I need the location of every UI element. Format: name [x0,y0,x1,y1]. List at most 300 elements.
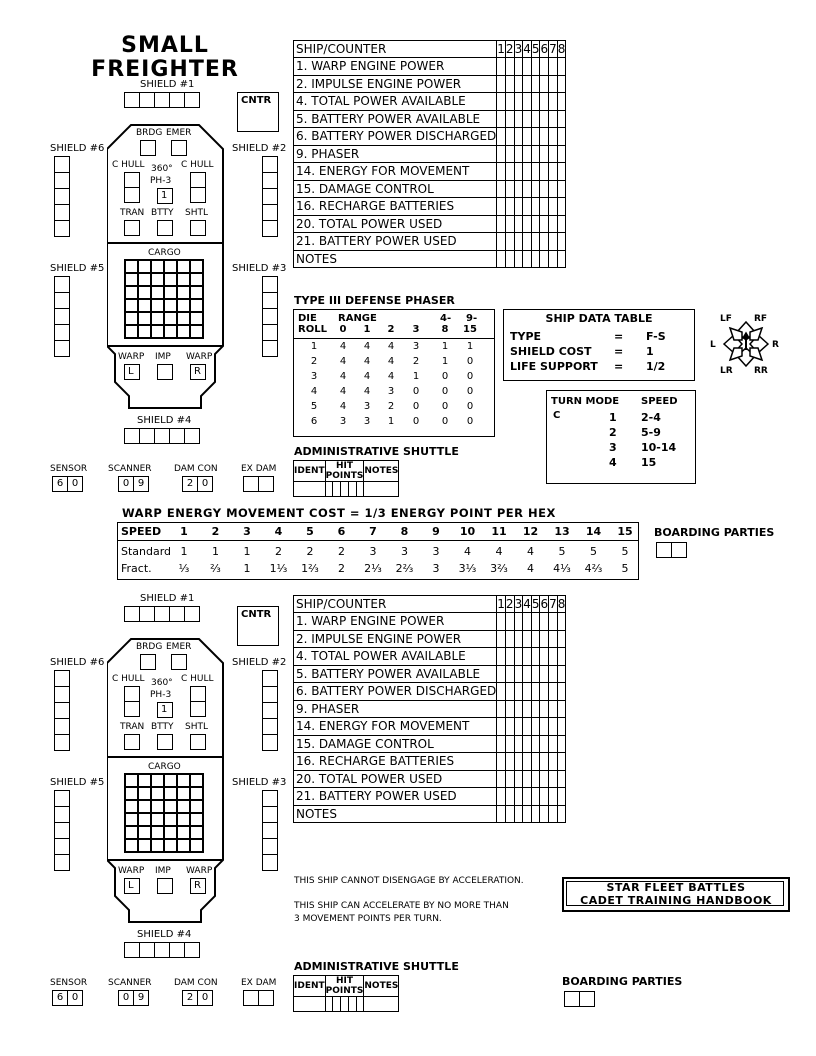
energy-entry-cell[interactable] [523,753,532,771]
energy-entry-cell[interactable] [557,613,566,631]
energy-entry-cell[interactable] [523,630,532,648]
energy-entry-cell[interactable] [523,805,532,823]
energy-entry-cell[interactable] [514,648,523,666]
shuttle-ident-header: IDENT [294,976,326,997]
energy-entry-cell[interactable] [505,145,514,163]
energy-entry-cell[interactable] [549,665,558,683]
cargo-grid[interactable] [124,259,204,339]
shield-5-boxes[interactable] [54,276,70,357]
energy-entry-cell[interactable] [531,630,540,648]
energy-entry-cell[interactable] [549,753,558,771]
energy-entry-cell[interactable] [549,233,558,251]
energy-entry-cell[interactable] [540,180,549,198]
energy-entry-cell[interactable] [514,215,523,233]
energy-entry-cell[interactable] [540,648,549,666]
energy-entry-cell[interactable] [497,718,506,736]
energy-entry-cell[interactable] [557,58,566,76]
sensor-label: SENSOR [50,978,88,988]
energy-entry-cell[interactable] [557,250,566,268]
shuttle-hit-box[interactable] [341,997,349,1012]
energy-entry-cell[interactable] [557,128,566,146]
energy-entry-cell[interactable] [557,718,566,736]
energy-entry-cell[interactable] [540,233,549,251]
energy-entry-cell[interactable] [531,648,540,666]
shield-6-boxes[interactable] [54,156,70,237]
energy-entry-cell[interactable] [514,93,523,111]
energy-entry-cell[interactable] [557,665,566,683]
energy-entry-cell[interactable] [540,788,549,806]
energy-entry-cell[interactable] [540,110,549,128]
disengage-note: THIS SHIP CANNOT DISENGAGE BY ACCELERATION. [294,876,524,886]
energy-entry-cell[interactable] [505,718,514,736]
energy-entry-cell[interactable] [557,770,566,788]
speed-value: 14 [585,525,602,538]
energy-entry-cell[interactable] [531,613,540,631]
energy-entry-cell[interactable] [497,75,506,93]
energy-entry-cell[interactable] [497,770,506,788]
energy-entry-cell[interactable] [549,215,558,233]
energy-entry-cell[interactable] [540,163,549,181]
shield-2-boxes[interactable] [262,670,278,751]
energy-entry-cell[interactable] [557,145,566,163]
energy-entry-cell[interactable] [497,58,506,76]
shield-1-boxes[interactable] [124,92,200,108]
energy-entry-cell[interactable] [531,163,540,181]
energy-entry-cell[interactable] [557,735,566,753]
energy-entry-cell[interactable] [540,753,549,771]
energy-entry-cell[interactable] [557,110,566,128]
energy-entry-cell[interactable] [523,145,532,163]
energy-entry-cell[interactable] [514,198,523,216]
energy-entry-cell[interactable] [549,700,558,718]
transporter-box[interactable] [124,220,140,236]
energy-entry-cell[interactable] [497,753,506,771]
energy-entry-cell[interactable] [497,700,506,718]
scanner-track[interactable]: 0 9 [118,476,149,492]
phaser-value: 0 [412,386,420,397]
cargo-grid[interactable] [124,773,204,853]
energy-entry-cell[interactable] [514,180,523,198]
shuttle-hit-box[interactable] [348,997,356,1012]
energy-entry-cell[interactable] [523,75,532,93]
energy-entry-cell[interactable] [523,93,532,111]
energy-entry-cell[interactable] [540,93,549,111]
shuttle-ident-cell[interactable] [294,997,326,1012]
standard-cost-value: 4 [527,545,534,558]
shuttle-hit-box[interactable] [356,482,364,497]
energy-entry-cell[interactable] [549,163,558,181]
energy-entry-cell[interactable] [505,250,514,268]
energy-entry-cell[interactable] [497,805,506,823]
energy-entry-cell[interactable] [505,613,514,631]
energy-entry-cell[interactable] [531,665,540,683]
energy-entry-cell[interactable] [505,198,514,216]
energy-entry-cell[interactable] [523,110,532,128]
energy-entry-cell[interactable] [514,233,523,251]
phaser-box[interactable] [157,188,173,204]
energy-entry-cell[interactable] [514,250,523,268]
energy-entry-cell[interactable] [523,665,532,683]
energy-entry-cell[interactable] [531,805,540,823]
energy-entry-cell[interactable] [531,58,540,76]
damage-control-track[interactable]: 2 0 [182,990,213,1006]
energy-entry-cell[interactable] [557,93,566,111]
energy-entry-cell[interactable] [523,180,532,198]
energy-entry-cell[interactable] [505,753,514,771]
phaser-header-col: 8 [441,324,449,335]
energy-entry-cell[interactable] [531,128,540,146]
energy-entry-cell[interactable] [557,163,566,181]
energy-entry-cell[interactable] [514,683,523,701]
energy-entry-cell[interactable] [514,110,523,128]
energy-entry-cell[interactable] [531,683,540,701]
fractional-cost-value: 3 [432,562,440,575]
energy-entry-cell[interactable] [514,700,523,718]
shuttle-ident-header: IDENT [294,461,326,482]
energy-entry-cell[interactable] [497,163,506,181]
energy-entry-cell[interactable] [497,665,506,683]
shield-6-label: SHIELD #6 [50,143,105,154]
energy-entry-cell[interactable] [514,163,523,181]
center-hull-left-boxes[interactable] [124,686,140,717]
energy-entry-cell[interactable] [523,163,532,181]
energy-entry-cell[interactable] [505,163,514,181]
energy-entry-cell[interactable] [523,788,532,806]
energy-entry-cell[interactable] [549,93,558,111]
energy-entry-cell[interactable] [531,700,540,718]
battery-box[interactable] [157,220,173,236]
energy-entry-cell[interactable] [523,683,532,701]
shield-1-boxes[interactable] [124,606,200,622]
energy-entry-cell[interactable] [549,770,558,788]
energy-entry-cell[interactable] [505,770,514,788]
energy-entry-cell[interactable] [531,250,540,268]
energy-entry-cell[interactable] [549,198,558,216]
energy-entry-cell[interactable] [505,128,514,146]
energy-entry-cell[interactable] [557,630,566,648]
energy-entry-cell[interactable] [549,630,558,648]
energy-entry-cell[interactable] [540,700,549,718]
energy-entry-cell[interactable] [540,805,549,823]
energy-entry-cell[interactable] [497,630,506,648]
energy-entry-cell[interactable] [514,75,523,93]
energy-entry-cell[interactable] [514,718,523,736]
boarding-parties-boxes-upper[interactable] [656,542,687,558]
shield-2-label: SHIELD #2 [232,143,287,154]
phaser-value: 4 [363,371,371,382]
energy-entry-cell[interactable] [505,700,514,718]
energy-entry-cell[interactable] [497,648,506,666]
center-hull-right-boxes[interactable] [190,172,206,203]
energy-entry-cell[interactable] [531,735,540,753]
speed-range-value: 15 [641,456,657,469]
shuttle-notes-cell[interactable] [364,997,399,1012]
shuttle-bay-box[interactable] [190,220,206,236]
energy-entry-cell[interactable] [514,788,523,806]
energy-entry-cell[interactable] [549,683,558,701]
shield-5-boxes[interactable] [54,790,70,871]
energy-entry-cell[interactable] [557,683,566,701]
energy-entry-cell[interactable] [497,93,506,111]
energy-entry-cell[interactable] [505,180,514,198]
energy-entry-cell[interactable] [523,233,532,251]
sensor-track[interactable]: 6 0 [52,476,83,492]
phaser-value: 0 [412,401,420,412]
energy-entry-cell[interactable] [549,180,558,198]
energy-entry-cell[interactable] [540,718,549,736]
energy-entry-cell[interactable] [523,128,532,146]
shuttle-hit-box[interactable] [325,997,333,1012]
fractional-cost-value: 2⅓ [364,562,382,575]
warp-right-box[interactable] [190,364,206,380]
energy-entry-cell[interactable] [523,770,532,788]
warp-left-box[interactable] [124,364,140,380]
energy-entry-cell[interactable] [549,58,558,76]
shuttle-bay-box[interactable] [190,734,206,750]
energy-entry-cell[interactable] [523,613,532,631]
phaser-value: 0 [441,371,449,382]
center-hull-left-boxes[interactable] [124,172,140,203]
energy-entry-cell[interactable] [531,145,540,163]
shield-3-boxes[interactable] [262,790,278,871]
energy-entry-cell[interactable] [531,233,540,251]
emergency-box[interactable] [171,140,187,156]
energy-entry-cell[interactable] [549,735,558,753]
sensor-track[interactable]: 6 0 [52,990,83,1006]
energy-entry-cell[interactable] [514,58,523,76]
energy-entry-cell[interactable] [549,648,558,666]
energy-entry-cell[interactable] [557,788,566,806]
energy-entry-cell[interactable] [497,683,506,701]
energy-entry-cell[interactable] [514,128,523,146]
energy-entry-cell[interactable] [549,788,558,806]
energy-entry-cell[interactable] [540,735,549,753]
speed-header: SPEED [641,396,678,407]
energy-entry-cell[interactable] [505,648,514,666]
damage-control-track[interactable]: 2 0 [182,476,213,492]
energy-entry-cell[interactable] [540,613,549,631]
shuttle-hit-box[interactable] [333,997,341,1012]
cntr-box[interactable] [237,606,279,646]
energy-entry-cell[interactable] [523,58,532,76]
energy-entry-cell[interactable] [497,233,506,251]
energy-entry-cell[interactable] [497,180,506,198]
energy-row-label: 21. BATTERY POWER USED [294,788,497,806]
energy-entry-cell[interactable] [540,128,549,146]
energy-entry-cell[interactable] [505,683,514,701]
energy-entry-cell[interactable] [497,110,506,128]
energy-entry-cell[interactable] [549,613,558,631]
shuttle-hit-box[interactable] [341,482,349,497]
energy-entry-cell[interactable] [514,613,523,631]
energy-entry-cell[interactable] [540,630,549,648]
energy-entry-cell[interactable] [540,145,549,163]
bridge-box[interactable] [140,140,156,156]
energy-entry-cell[interactable] [557,233,566,251]
energy-entry-cell[interactable] [557,805,566,823]
energy-entry-cell[interactable] [505,805,514,823]
transporter-box[interactable] [124,734,140,750]
energy-entry-cell[interactable] [557,700,566,718]
energy-entry-cell[interactable] [497,613,506,631]
energy-entry-cell[interactable] [514,805,523,823]
energy-row-label: 14. ENERGY FOR MOVEMENT [294,163,497,181]
phaser-label: PH-3 [150,176,172,186]
energy-entry-cell[interactable] [557,753,566,771]
energy-entry-cell[interactable] [523,215,532,233]
energy-entry-cell[interactable] [531,753,540,771]
energy-entry-cell[interactable] [540,250,549,268]
energy-entry-cell[interactable] [531,718,540,736]
energy-entry-cell[interactable] [505,215,514,233]
transporter-label: TRAN [120,208,145,218]
shuttle-hit-box[interactable] [356,997,364,1012]
shuttle-table [293,975,399,1012]
energy-entry-cell[interactable] [557,215,566,233]
shield-1-label: SHIELD #1 [140,79,195,90]
energy-entry-cell[interactable] [497,198,506,216]
impulse-box[interactable] [157,878,173,894]
energy-entry-cell[interactable] [557,180,566,198]
warp-left-box[interactable] [124,878,140,894]
energy-entry-cell[interactable] [549,145,558,163]
energy-entry-cell[interactable] [549,718,558,736]
center-hull-right-boxes[interactable] [190,686,206,717]
scanner-track[interactable]: 0 9 [118,990,149,1006]
ship-title-line2: FREIGHTER [91,57,239,82]
energy-entry-cell[interactable] [540,198,549,216]
energy-entry-cell[interactable] [505,93,514,111]
standard-cost-value: 2 [306,545,314,558]
phaser-value: 6 [310,416,318,427]
energy-entry-cell[interactable] [549,110,558,128]
shuttle-notes-cell[interactable] [364,482,399,497]
shield-4-boxes[interactable] [124,942,200,958]
energy-entry-cell[interactable] [557,75,566,93]
energy-entry-cell[interactable] [505,630,514,648]
ship-data-label: TYPE [510,330,542,343]
energy-entry-cell[interactable] [549,250,558,268]
energy-entry-cell[interactable] [497,128,506,146]
energy-entry-cell[interactable] [505,110,514,128]
energy-entry-cell[interactable] [557,198,566,216]
energy-entry-cell[interactable] [523,198,532,216]
impulse-box[interactable] [157,364,173,380]
shield-4-boxes[interactable] [124,428,200,444]
sfb-logo [562,877,790,912]
battery-box[interactable] [157,734,173,750]
energy-entry-cell[interactable] [514,145,523,163]
energy-entry-cell[interactable] [497,788,506,806]
energy-entry-cell[interactable] [531,770,540,788]
speed-value: 7 [369,525,377,538]
phaser-table-title: TYPE III DEFENSE PHASER [294,294,455,307]
energy-entry-cell[interactable] [531,788,540,806]
energy-entry-cell[interactable] [514,630,523,648]
energy-entry-cell[interactable] [497,145,506,163]
energy-entry-cell[interactable] [523,648,532,666]
energy-entry-cell[interactable] [531,75,540,93]
excess-damage-track[interactable] [243,476,274,492]
shield-3-boxes[interactable] [262,276,278,357]
standard-cost-value: 2 [338,545,345,558]
energy-entry-cell[interactable] [505,788,514,806]
energy-entry-cell[interactable] [549,75,558,93]
energy-entry-cell[interactable] [531,180,540,198]
bridge-box[interactable] [140,654,156,670]
energy-entry-cell[interactable] [505,75,514,93]
energy-entry-cell[interactable] [540,683,549,701]
energy-entry-cell[interactable] [514,770,523,788]
energy-entry-cell[interactable] [540,58,549,76]
turn-header: 2 [505,42,514,56]
energy-entry-cell[interactable] [497,215,506,233]
energy-entry-cell[interactable] [497,735,506,753]
energy-entry-cell[interactable] [557,648,566,666]
energy-entry-cell[interactable] [505,233,514,251]
shuttle-ident-cell[interactable] [294,482,326,497]
phaser-box[interactable] [157,702,173,718]
energy-row-label: 21. BATTERY POWER USED [294,233,497,251]
shuttle-hit-box[interactable] [325,482,333,497]
shuttle-hits-header: HIT POINTS [325,976,364,996]
shuttle-hit-box[interactable] [348,482,356,497]
turn-mode-value: 2 [609,426,617,439]
excess-damage-track[interactable] [243,990,274,1006]
phaser-value: 4 [339,356,347,367]
shield-6-boxes[interactable] [54,670,70,751]
warp-left-label: WARP [118,352,145,362]
energy-entry-cell[interactable] [523,700,532,718]
shield-2-boxes[interactable] [262,156,278,237]
energy-entry-cell[interactable] [540,75,549,93]
energy-entry-cell[interactable] [531,198,540,216]
movement-table [117,522,639,580]
energy-entry-cell[interactable] [514,665,523,683]
emergency-box[interactable] [171,654,187,670]
energy-entry-cell[interactable] [514,753,523,771]
energy-entry-cell[interactable] [514,735,523,753]
cntr-box[interactable] [237,92,279,132]
energy-entry-cell[interactable] [540,215,549,233]
energy-entry-cell[interactable] [549,128,558,146]
warp-right-label: WARP [186,352,213,362]
phaser-value: 4 [363,341,371,352]
boarding-parties-label-lower: BOARDING PARTIES [562,975,683,988]
speed-value: 15 [617,525,633,538]
energy-entry-cell[interactable] [531,215,540,233]
shuttle-hit-box[interactable] [333,482,341,497]
energy-entry-cell[interactable] [505,665,514,683]
energy-entry-cell[interactable] [531,110,540,128]
energy-entry-cell[interactable] [505,735,514,753]
energy-entry-cell[interactable] [523,718,532,736]
energy-entry-cell[interactable] [540,770,549,788]
energy-row-label: 2. IMPULSE ENGINE POWER [294,630,497,648]
energy-entry-cell[interactable] [497,250,506,268]
energy-entry-cell[interactable] [505,58,514,76]
warp-right-box[interactable] [190,878,206,894]
energy-row-label: 20. TOTAL POWER USED [294,215,497,233]
energy-entry-cell[interactable] [531,93,540,111]
turn-header: 7 [549,42,557,56]
energy-entry-cell[interactable] [549,805,558,823]
energy-entry-cell[interactable] [523,250,532,268]
energy-entry-cell[interactable] [523,735,532,753]
warp-left-letter: L [128,366,134,377]
boarding-parties-boxes-lower[interactable] [564,991,595,1007]
energy-entry-cell[interactable] [540,665,549,683]
